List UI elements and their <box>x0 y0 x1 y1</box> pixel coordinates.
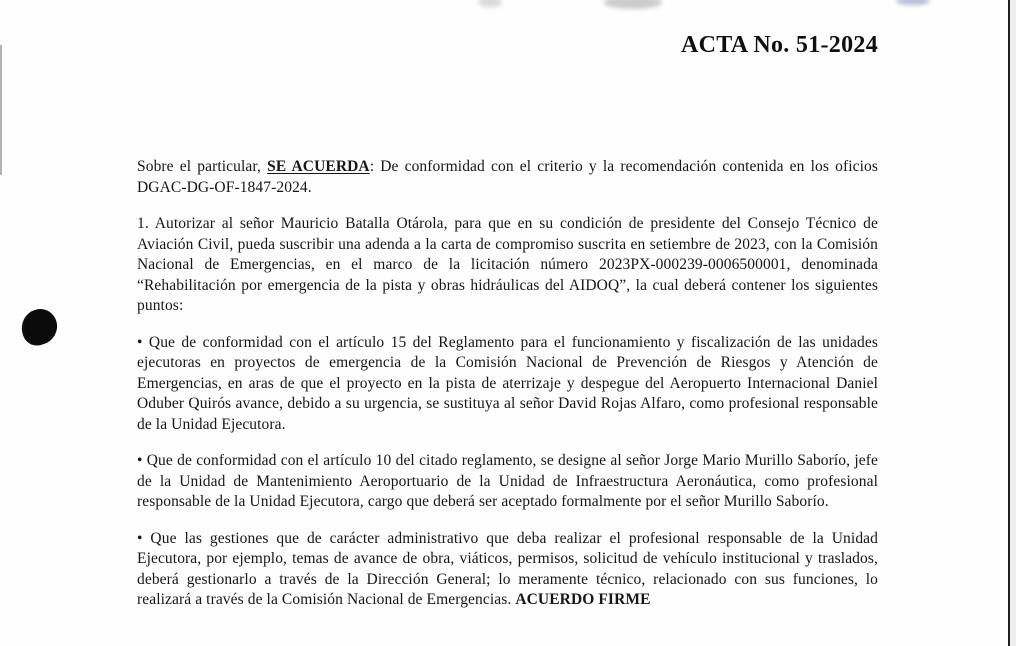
paragraph-segment: 1. Autorizar al señor Mauricio Batalla Otárola, para que en su condición de presidente del Consejo Técnico de Aviación Civil, pueda suscribir una adenda a la carta de compromiso suscrita en setiembre de 2023, con la Comisión Nacional de Emergencias, en el marco de la licitación número 2023PX-000239-0006500001, denominada “Rehabilitación por emergencia de la pista y obras hidráulicas del AIDOQ”, la cual deberá contener los siguientes puntos: <box>137 215 878 314</box>
bullet-paragraph-3 <box>137 529 878 611</box>
document-title <box>137 31 878 59</box>
intro-paragraph <box>137 157 878 198</box>
scan-edge-line <box>1008 0 1010 646</box>
bullet-paragraph-1 <box>137 333 878 436</box>
se-acuerda-emphasis: SE ACUERDA <box>267 158 370 175</box>
paragraph-segment: • Que de conformidad con el artículo 10 del citado reglamento, se designe al señor Jorge Mario Murillo Saborío, jefe de la Unidad de Mantenimiento Aeroportuario de la Unidad de Infraestructura Aeronáutica, como profesional responsable de la Unidad Ejecutora, cargo que deberá ser aceptado formalmente por el señor Murillo Saborío. <box>137 452 878 510</box>
scan-artifact-left-sliver <box>0 45 2 175</box>
document-title-text: ACTA No. 51-2024 <box>680 32 878 58</box>
paragraph-segment: Sobre el particular, <box>137 158 268 175</box>
document-body <box>137 157 878 611</box>
scan-artifact-top-smudge <box>478 0 502 7</box>
paragraph-segment: • Que de conformidad con el artículo 15 del Reglamento para el funcionamiento y fiscalización de las unidades ejecutoras en proyectos de emergencia de la Comisión Nacional de Prevención de Riesgos y Atención de Emergencias, en aras de que el proyecto en la pista de aterrizaje y despegue del Aeropuerto Internacional Daniel Oduber Quirós avance, debido a su urgencia, se sustituya al señor David Rojas Alfaro, como profesional responsable de la Unidad Ejecutora. <box>137 333 878 433</box>
scan-artifact-top-smudge <box>604 0 662 9</box>
ink-blot-artifact <box>22 307 60 347</box>
acuerdo-firme-emphasis: ACUERDO FIRME <box>515 591 651 608</box>
item-1-paragraph <box>137 214 878 317</box>
scan-artifact-top-smudge-blue <box>896 0 930 5</box>
paragraph-segment: • Que las gestiones que de carácter administrativo que deba realizar el profesional responsable de la Unidad Ejecutora, por ejemplo, temas de avance de obra, viáticos, permisos, solicitud de vehículo institucional y traslados, deberá gestionarlo a través de la Dirección General; lo meramente técnico, relacionado con sus funciones, lo realizará a través de la Comisión Nacional de Emergencias. <box>137 529 878 608</box>
paragraph-segment: : De conformidad con el criterio y la recomendación contenida en los oficios DGAC-DG-OF-1847-2024. <box>137 158 878 196</box>
bullet-paragraph-2 <box>137 451 878 513</box>
